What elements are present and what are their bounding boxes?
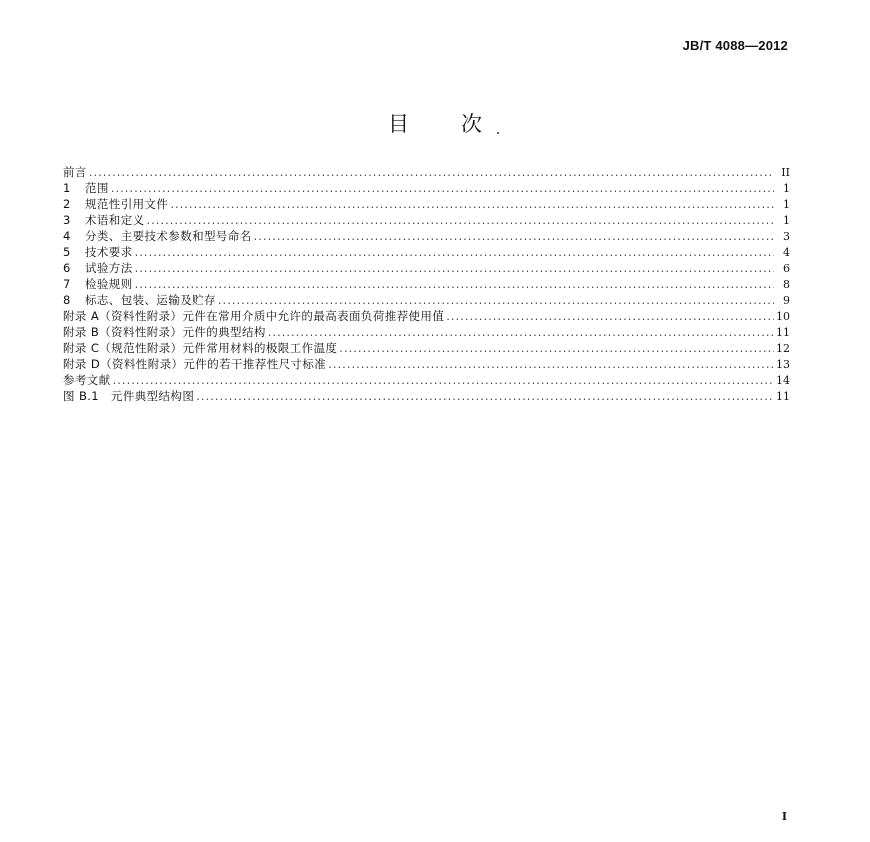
toc-dot-leader xyxy=(218,292,774,308)
toc-dot-leader xyxy=(196,388,774,404)
toc-entry-number: 7 xyxy=(63,277,71,291)
page-title-char-2: 次 xyxy=(461,112,482,136)
toc-entry-page: 6 xyxy=(783,262,790,275)
toc-entry-label: 标志、包装、运输及贮存 xyxy=(85,293,216,307)
toc-entry-page: 1 xyxy=(783,182,790,195)
toc-entry-page: 1 xyxy=(783,214,790,227)
scan-speck xyxy=(497,132,499,134)
toc-entry-page: 1 xyxy=(783,198,790,211)
toc-entry-page: 12 xyxy=(776,342,790,355)
toc-entry[interactable] xyxy=(63,372,790,388)
toc-dot-leader xyxy=(328,356,774,372)
toc-entry-page: 13 xyxy=(776,358,790,371)
toc-entry-number: 4 xyxy=(63,229,71,243)
toc-entry[interactable] xyxy=(63,340,790,356)
toc-entry-page: 11 xyxy=(776,390,790,403)
toc-entry-label: 分类、主要技术参数和型号命名 xyxy=(85,229,252,243)
toc-entry-number: 2 xyxy=(63,197,71,211)
toc-entry[interactable] xyxy=(63,308,790,324)
toc-entry[interactable] xyxy=(63,388,790,404)
standard-code: JB/T 4088—2012 xyxy=(682,38,788,53)
toc-entry[interactable] xyxy=(63,292,790,308)
toc-entry-page: 10 xyxy=(776,310,790,323)
toc-entry-label: 试验方法 xyxy=(85,261,133,275)
toc-entry-page: 3 xyxy=(783,230,790,243)
toc-entry-label: 范围 xyxy=(85,181,109,195)
page-title xyxy=(0,108,870,138)
toc-dot-leader xyxy=(170,196,774,212)
toc-entry[interactable] xyxy=(63,260,790,276)
toc-entry-page: II xyxy=(781,166,790,179)
toc-entry[interactable] xyxy=(63,228,790,244)
toc-entry-label: 参考文献 xyxy=(63,373,111,387)
toc-entry-number: 8 xyxy=(63,293,71,307)
toc-entry-label: 检验规则 xyxy=(85,277,133,291)
toc-entry-label: 附录 A（资料性附录）元件在常用介质中允许的最高表面负荷推荐使用值 xyxy=(63,309,445,323)
toc-entry[interactable] xyxy=(63,212,790,228)
table-of-contents xyxy=(63,164,790,404)
toc-entry[interactable] xyxy=(63,276,790,292)
toc-dot-leader xyxy=(147,212,775,228)
toc-entry-label: 术语和定义 xyxy=(85,213,145,227)
toc-entry[interactable] xyxy=(63,164,790,180)
toc-dot-leader xyxy=(135,260,774,276)
toc-entry-label: 技术要求 xyxy=(85,245,133,259)
page-title-char-1: 目 xyxy=(388,112,409,136)
toc-entry[interactable] xyxy=(63,244,790,260)
toc-entry-page: 11 xyxy=(776,326,790,339)
toc-entry[interactable] xyxy=(63,180,790,196)
toc-entry-label: 图 B.1 元件典型结构图 xyxy=(63,389,195,403)
toc-entry[interactable] xyxy=(63,356,790,372)
toc-dot-leader xyxy=(446,308,774,324)
toc-entry-label: 前言 xyxy=(63,165,87,179)
toc-dot-leader xyxy=(89,164,774,180)
toc-entry-number: 1 xyxy=(63,181,71,195)
toc-dot-leader xyxy=(254,228,774,244)
toc-entry-number: 5 xyxy=(63,245,71,259)
toc-dot-leader xyxy=(135,244,774,260)
toc-dot-leader xyxy=(111,180,774,196)
toc-entry-page: 8 xyxy=(783,278,790,291)
toc-entry-page: 9 xyxy=(783,294,790,307)
toc-entry-page: 4 xyxy=(783,246,790,259)
toc-dot-leader xyxy=(113,372,774,388)
toc-dot-leader xyxy=(268,324,774,340)
toc-entry-number: 3 xyxy=(63,213,71,227)
toc-entry-page: 14 xyxy=(776,374,790,387)
toc-entry-number: 6 xyxy=(63,261,71,275)
toc-entry[interactable] xyxy=(63,196,790,212)
toc-entry-label: 附录 C（规范性附录）元件常用材料的极限工作温度 xyxy=(63,341,338,355)
toc-dot-leader xyxy=(135,276,774,292)
page-number: I xyxy=(781,810,787,823)
toc-entry-label: 附录 B（资料性附录）元件的典型结构 xyxy=(63,325,266,339)
toc-entry-label: 规范性引用文件 xyxy=(85,197,169,211)
toc-dot-leader xyxy=(339,340,774,356)
toc-entry-label: 附录 D（资料性附录）元件的若干推荐性尺寸标准 xyxy=(63,357,327,371)
toc-entry[interactable] xyxy=(63,324,790,340)
